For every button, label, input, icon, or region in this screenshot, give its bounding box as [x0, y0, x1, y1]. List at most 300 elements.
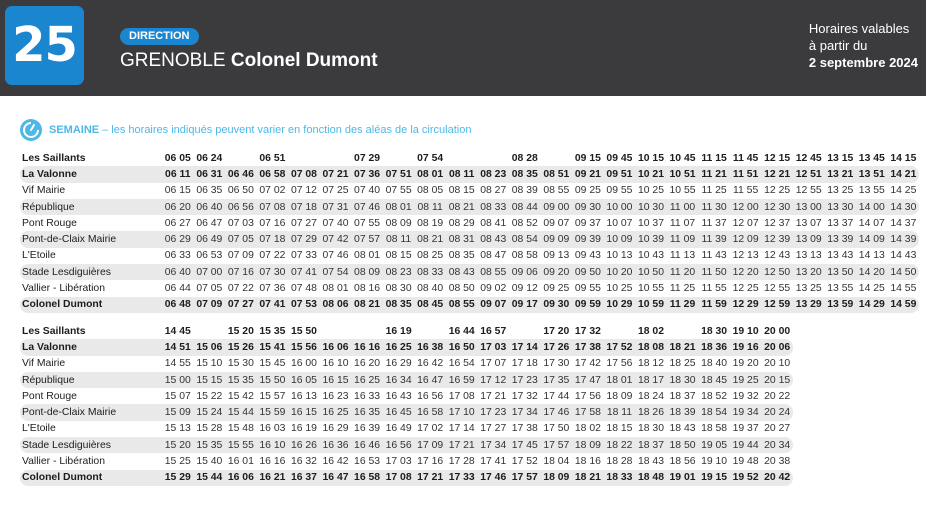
departure-time: 16 25: [351, 372, 383, 388]
stop-name: République: [20, 199, 162, 215]
departure-time: 17 52: [604, 339, 636, 355]
departure-time: 07 57: [351, 231, 383, 247]
departure-time: 07 22: [227, 283, 254, 295]
departure-time: 10 25: [637, 185, 664, 197]
departure-time: 12 29: [730, 297, 762, 313]
departure-time: 19 16: [730, 339, 762, 355]
departure-time: 16 20: [354, 358, 381, 370]
departure-time: 13 39: [824, 231, 856, 247]
departure-time: 20 38: [764, 456, 791, 468]
departure-time: 12 55: [764, 283, 791, 295]
direction-label: DIRECTION: [120, 28, 199, 45]
departure-time: 17 30: [543, 358, 570, 370]
stop-name: Pont-de-Claix Mairie: [20, 404, 162, 420]
departure-time: 12 30: [761, 199, 793, 215]
departure-time: 15 15: [194, 372, 226, 388]
departure-time: 06 56: [225, 199, 257, 215]
departure-time: 16 19: [385, 325, 412, 337]
departure-time: 19 01: [667, 470, 699, 486]
departure-time: 07 40: [354, 185, 381, 197]
table-row: [20, 437, 793, 453]
departure-time: 14 15: [890, 152, 917, 164]
departure-time: 08 21: [414, 231, 446, 247]
departure-time: 06 44: [164, 283, 191, 295]
departure-time: 08 01: [354, 250, 381, 262]
departure-time: 14 39: [888, 231, 920, 247]
destination-stop: Colonel Dumont: [230, 50, 378, 71]
departure-time: 13 45: [858, 152, 885, 164]
departure-time: 11 39: [698, 231, 730, 247]
departure-time: 17 46: [477, 470, 509, 486]
departure-time: 18 02: [637, 325, 664, 337]
table-row: [20, 231, 919, 247]
departure-time: 13 15: [827, 152, 854, 164]
departure-time: 16 57: [480, 325, 507, 337]
departure-time: 11 51: [730, 166, 762, 182]
departure-time: 16 33: [354, 390, 381, 402]
departure-time: 08 30: [385, 283, 412, 295]
departure-time: 17 18: [511, 358, 538, 370]
stop-name: Vallier - Libération: [22, 283, 105, 295]
departure-time: 07 09: [227, 250, 254, 262]
departure-time: 17 32: [511, 390, 538, 402]
departure-time: 10 55: [637, 283, 664, 295]
departure-time: 18 09: [606, 390, 633, 402]
departure-time: 14 29: [856, 297, 888, 313]
departure-time: 20 10: [764, 358, 791, 370]
departure-time: 14 09: [856, 231, 888, 247]
departure-time: 20 06: [761, 339, 793, 355]
departure-time: 16 29: [322, 423, 349, 435]
departure-time: 08 11: [414, 199, 446, 215]
departure-time: 18 01: [604, 372, 636, 388]
departure-time: 09 30: [541, 297, 573, 313]
departure-time: 18 37: [669, 390, 696, 402]
departure-time: 15 41: [257, 339, 289, 355]
departure-time: 08 01: [322, 283, 349, 295]
departure-time: 16 58: [351, 470, 383, 486]
departure-time: [320, 323, 352, 339]
departure-time: 07 03: [227, 217, 254, 229]
departure-time: 17 27: [480, 423, 507, 435]
departure-time: 15 28: [196, 423, 223, 435]
departure-time: 17 45: [509, 437, 541, 453]
departure-time: 16 35: [351, 404, 383, 420]
departure-time: 13 59: [824, 297, 856, 313]
destination-city: GRENOBLE: [120, 50, 226, 71]
departure-time: 07 27: [290, 217, 317, 229]
departure-time: 15 56: [288, 339, 320, 355]
departure-time: 18 54: [698, 404, 730, 420]
departure-time: 16 58: [414, 404, 446, 420]
departure-time: 07 05: [196, 283, 223, 295]
departure-time: 13 51: [856, 166, 888, 182]
departure-time: 16 16: [351, 339, 383, 355]
departure-time: 15 55: [225, 437, 257, 453]
departure-time: [383, 150, 415, 166]
table-row: [20, 248, 919, 264]
departure-time: 08 51: [541, 166, 573, 182]
departure-time: 17 07: [480, 358, 507, 370]
departure-time: 18 33: [604, 470, 636, 486]
departure-time: 17 26: [541, 339, 573, 355]
departure-time: 07 09: [194, 297, 226, 313]
departure-time: 13 55: [858, 185, 885, 197]
departure-time: 18 04: [543, 456, 570, 468]
departure-time: 20 27: [764, 423, 791, 435]
departure-time: 16 06: [225, 470, 257, 486]
departure-time: 17 57: [509, 470, 541, 486]
departure-time: 13 00: [793, 199, 825, 215]
departure-time: 18 58: [701, 423, 728, 435]
departure-time: 12 37: [764, 217, 791, 229]
departure-time: 10 13: [606, 250, 633, 262]
departure-time: 15 44: [225, 404, 257, 420]
departure-time: 18 36: [698, 339, 730, 355]
departure-time: 18 30: [637, 423, 664, 435]
departure-time: 09 06: [509, 264, 541, 280]
departure-time: 07 05: [225, 231, 257, 247]
departure-time: 10 20: [604, 264, 636, 280]
stop-name: Colonel Dumont: [20, 297, 162, 313]
departure-time: 08 40: [417, 283, 444, 295]
departure-time: 08 25: [417, 250, 444, 262]
departure-time: 07 30: [257, 264, 289, 280]
departure-time: [446, 150, 478, 166]
departure-time: [477, 150, 509, 166]
departure-time: 09 50: [572, 264, 604, 280]
departure-time: 16 45: [383, 404, 415, 420]
departure-time: 18 09: [541, 470, 573, 486]
departure-time: 16 59: [446, 372, 478, 388]
departure-time: 15 22: [196, 390, 223, 402]
departure-time: 10 59: [635, 297, 667, 313]
departure-time: 19 37: [732, 423, 759, 435]
departure-time: 16 44: [448, 325, 475, 337]
departure-time: 15 13: [164, 423, 191, 435]
departure-time: 08 35: [448, 250, 475, 262]
period-heading: [20, 118, 471, 142]
departure-time: 19 15: [698, 470, 730, 486]
departure-time: 07 42: [320, 231, 352, 247]
departure-time: 17 47: [572, 372, 604, 388]
departure-time: 09 17: [509, 297, 541, 313]
departure-time: 09 37: [574, 217, 601, 229]
departure-time: 14 20: [856, 264, 888, 280]
departure-time: 06 47: [196, 217, 223, 229]
clock-icon: [20, 119, 42, 141]
header-bar: [0, 0, 926, 96]
departure-time: 08 06: [320, 297, 352, 313]
departure-time: 08 55: [543, 185, 570, 197]
departure-time: 17 38: [511, 423, 538, 435]
departure-time: 16 03: [259, 423, 286, 435]
departure-time: 09 12: [511, 283, 538, 295]
departure-time: 07 36: [351, 166, 383, 182]
departure-time: 17 50: [543, 423, 570, 435]
departure-time: 07 46: [351, 199, 383, 215]
departure-time: 07 16: [259, 217, 286, 229]
departure-time: 07 18: [288, 199, 320, 215]
departure-time: 10 51: [667, 166, 699, 182]
departure-time: 10 37: [637, 217, 664, 229]
departure-time: 07 46: [322, 250, 349, 262]
departure-time: 16 16: [259, 456, 286, 468]
departure-time: 20 34: [761, 437, 793, 453]
departure-time: 18 39: [667, 404, 699, 420]
departure-time: 16 47: [414, 372, 446, 388]
departure-time: 07 02: [259, 185, 286, 197]
departure-time: 17 56: [606, 358, 633, 370]
departure-time: 19 05: [698, 437, 730, 453]
stop-name: La Valonne: [20, 166, 162, 182]
departure-time: 16 00: [290, 358, 317, 370]
departure-time: 12 43: [764, 250, 791, 262]
departure-time: 12 20: [730, 264, 762, 280]
departure-time: 19 20: [732, 358, 759, 370]
table-row: [20, 372, 793, 388]
departure-time: 17 57: [541, 437, 573, 453]
departure-time: 11 29: [667, 297, 699, 313]
departure-time: 11 43: [701, 250, 727, 262]
departure-time: 15 00: [162, 372, 194, 388]
departure-time: 10 55: [669, 185, 696, 197]
departure-time: 17 08: [383, 470, 415, 486]
departure-time: 10 25: [606, 283, 633, 295]
departure-time: 17 03: [385, 456, 412, 468]
departure-time: 15 44: [194, 470, 226, 486]
departure-time: 19 52: [730, 470, 762, 486]
departure-time: 15 59: [257, 404, 289, 420]
departure-time: 12 25: [764, 185, 791, 197]
departure-time: 08 05: [417, 185, 444, 197]
departure-time: 17 41: [480, 456, 507, 468]
departure-time: 10 29: [604, 297, 636, 313]
table-row: [20, 356, 793, 372]
departure-time: 09 21: [572, 166, 604, 182]
departure-time: 11 21: [698, 166, 730, 182]
departure-time: 08 31: [446, 231, 478, 247]
departure-time: 18 26: [635, 404, 667, 420]
departure-time: 18 45: [698, 372, 730, 388]
departure-time: 08 43: [446, 264, 478, 280]
departure-time: 16 19: [290, 423, 317, 435]
departure-time: 17 16: [417, 456, 444, 468]
departure-time: 08 29: [448, 217, 475, 229]
departure-time: [667, 323, 699, 339]
departure-time: 06 11: [162, 166, 194, 182]
departure-time: 10 45: [669, 152, 696, 164]
departure-time: 12 00: [730, 199, 762, 215]
departure-time: 07 41: [257, 297, 289, 313]
stop-name: Stade Lesdiguières: [20, 437, 162, 453]
departure-time: 12 39: [761, 231, 793, 247]
validity-line2: à partir du: [808, 38, 868, 53]
table-row: [20, 453, 793, 469]
departure-time: 10 00: [604, 199, 636, 215]
table-row: [20, 470, 793, 486]
departure-time: 11 30: [698, 199, 730, 215]
departure-time: 10 09: [604, 231, 636, 247]
table-row: [20, 404, 793, 420]
departure-time: [414, 323, 446, 339]
departure-time: 19 48: [732, 456, 759, 468]
departure-time: 06 49: [194, 231, 226, 247]
table-row: [20, 421, 793, 437]
departure-time: 11 50: [698, 264, 730, 280]
departure-time: 17 34: [509, 404, 541, 420]
departure-time: 08 55: [446, 297, 478, 313]
departure-time: 15 48: [227, 423, 254, 435]
departure-time: 11 09: [667, 231, 699, 247]
period-name: SEMAINE: [49, 124, 100, 136]
stop-name: Vallier - Libération: [22, 456, 105, 468]
departure-time: 06 50: [227, 185, 254, 197]
departure-time: 09 25: [574, 185, 601, 197]
line-number-badge: 25: [5, 6, 84, 85]
departure-time: 11 55: [701, 283, 727, 295]
departure-time: 19 32: [732, 390, 759, 402]
departure-time: 07 18: [257, 231, 289, 247]
departure-time: 06 51: [259, 152, 286, 164]
departure-time: 14 59: [888, 297, 920, 313]
departure-time: 16 15: [288, 404, 320, 420]
departure-time: 08 01: [383, 199, 415, 215]
departure-time: 13 07: [795, 217, 822, 229]
table-row: [20, 215, 919, 231]
departure-time: 14 37: [890, 217, 917, 229]
departure-time: 07 27: [225, 297, 257, 313]
departure-time: 12 07: [732, 217, 759, 229]
timetable-morning: [20, 150, 919, 313]
table-row: [20, 150, 919, 166]
departure-time: 16 47: [320, 470, 352, 486]
table-row: [20, 339, 793, 355]
departure-time: 11 00: [667, 199, 699, 215]
departure-time: 07 29: [354, 152, 381, 164]
departure-time: 12 09: [730, 231, 762, 247]
departure-time: 06 15: [164, 185, 191, 197]
departure-time: 16 43: [385, 390, 412, 402]
departure-time: 20 42: [761, 470, 793, 486]
departure-time: 18 11: [604, 404, 636, 420]
departure-time: 08 33: [414, 264, 446, 280]
departure-time: 18 12: [637, 358, 664, 370]
departure-time: 15 10: [196, 358, 223, 370]
departure-time: 18 37: [635, 437, 667, 453]
stop-name: République: [20, 372, 162, 388]
departure-time: [320, 150, 352, 166]
departure-time: 08 44: [509, 199, 541, 215]
departure-time: 08 27: [480, 185, 507, 197]
stop-name: Pont Rouge: [22, 390, 77, 402]
departure-time: 16 01: [227, 456, 254, 468]
departure-time: 15 40: [196, 456, 223, 468]
departure-time: 12 15: [764, 152, 791, 164]
departure-time: 14 51: [162, 339, 194, 355]
departure-time: 11 25: [669, 283, 696, 295]
departure-time: 15 50: [257, 372, 289, 388]
stop-name: Vif Mairie: [22, 185, 66, 197]
departure-time: 06 24: [196, 152, 223, 164]
departure-time: 12 13: [732, 250, 759, 262]
departure-time: 08 16: [354, 283, 381, 295]
departure-time: 12 51: [793, 166, 825, 182]
departure-time: 08 15: [448, 185, 475, 197]
departure-time: 14 43: [890, 250, 917, 262]
departure-time: 15 09: [162, 404, 194, 420]
departure-time: 09 09: [541, 231, 573, 247]
departure-time: 09 07: [477, 297, 509, 313]
departure-time: 09 13: [543, 250, 570, 262]
departure-time: 07 33: [290, 250, 317, 262]
departure-time: 15 29: [162, 470, 194, 486]
departure-time: 15 07: [164, 390, 191, 402]
departure-time: 18 17: [635, 372, 667, 388]
departure-time: 10 15: [637, 152, 664, 164]
table-row: [20, 199, 919, 215]
table-row: [20, 264, 919, 280]
departure-time: 08 28: [511, 152, 538, 164]
departure-time: 16 32: [290, 456, 317, 468]
departure-time: 08 15: [385, 250, 412, 262]
departure-time: [604, 323, 636, 339]
departure-time: 17 34: [477, 437, 509, 453]
departure-time: 17 38: [572, 339, 604, 355]
departure-time: 15 35: [194, 437, 226, 453]
departure-time: 06 40: [162, 264, 194, 280]
departure-time: 14 55: [890, 283, 917, 295]
departure-time: 06 33: [164, 250, 191, 262]
departure-time: [194, 323, 226, 339]
departure-time: 16 13: [290, 390, 317, 402]
departure-time: 06 40: [194, 199, 226, 215]
departure-time: 06 31: [194, 166, 226, 182]
stop-name: Colonel Dumont: [20, 470, 162, 486]
departure-time: 17 21: [414, 470, 446, 486]
departure-time: 06 53: [196, 250, 223, 262]
departure-time: 18 16: [574, 456, 601, 468]
departure-time: 20 00: [764, 325, 791, 337]
departure-time: 17 03: [477, 339, 509, 355]
departure-time: 11 55: [733, 185, 759, 197]
departure-time: 17 14: [448, 423, 475, 435]
departure-time: 07 08: [288, 166, 320, 182]
departure-time: 13 43: [827, 250, 854, 262]
departure-time: 15 26: [225, 339, 257, 355]
departure-time: 14 55: [164, 358, 191, 370]
table-row: [20, 323, 793, 339]
departure-time: 13 37: [827, 217, 854, 229]
departure-time: 17 20: [543, 325, 570, 337]
departure-time: 13 25: [827, 185, 854, 197]
departure-time: 18 50: [667, 437, 699, 453]
departure-time: 15 06: [194, 339, 226, 355]
departure-time: 17 42: [574, 358, 601, 370]
departure-time: 09 00: [541, 199, 573, 215]
departure-time: 10 50: [635, 264, 667, 280]
departure-time: 17 21: [480, 390, 507, 402]
departure-time: 17 08: [448, 390, 475, 402]
departure-time: 14 30: [888, 199, 920, 215]
departure-time: 12 59: [761, 297, 793, 313]
departure-time: 18 09: [572, 437, 604, 453]
departure-time: 06 35: [196, 185, 223, 197]
departure-time: 12 21: [761, 166, 793, 182]
departure-time: 07 54: [320, 264, 352, 280]
departure-time: 16 25: [320, 404, 352, 420]
departure-time: 11 25: [701, 185, 727, 197]
